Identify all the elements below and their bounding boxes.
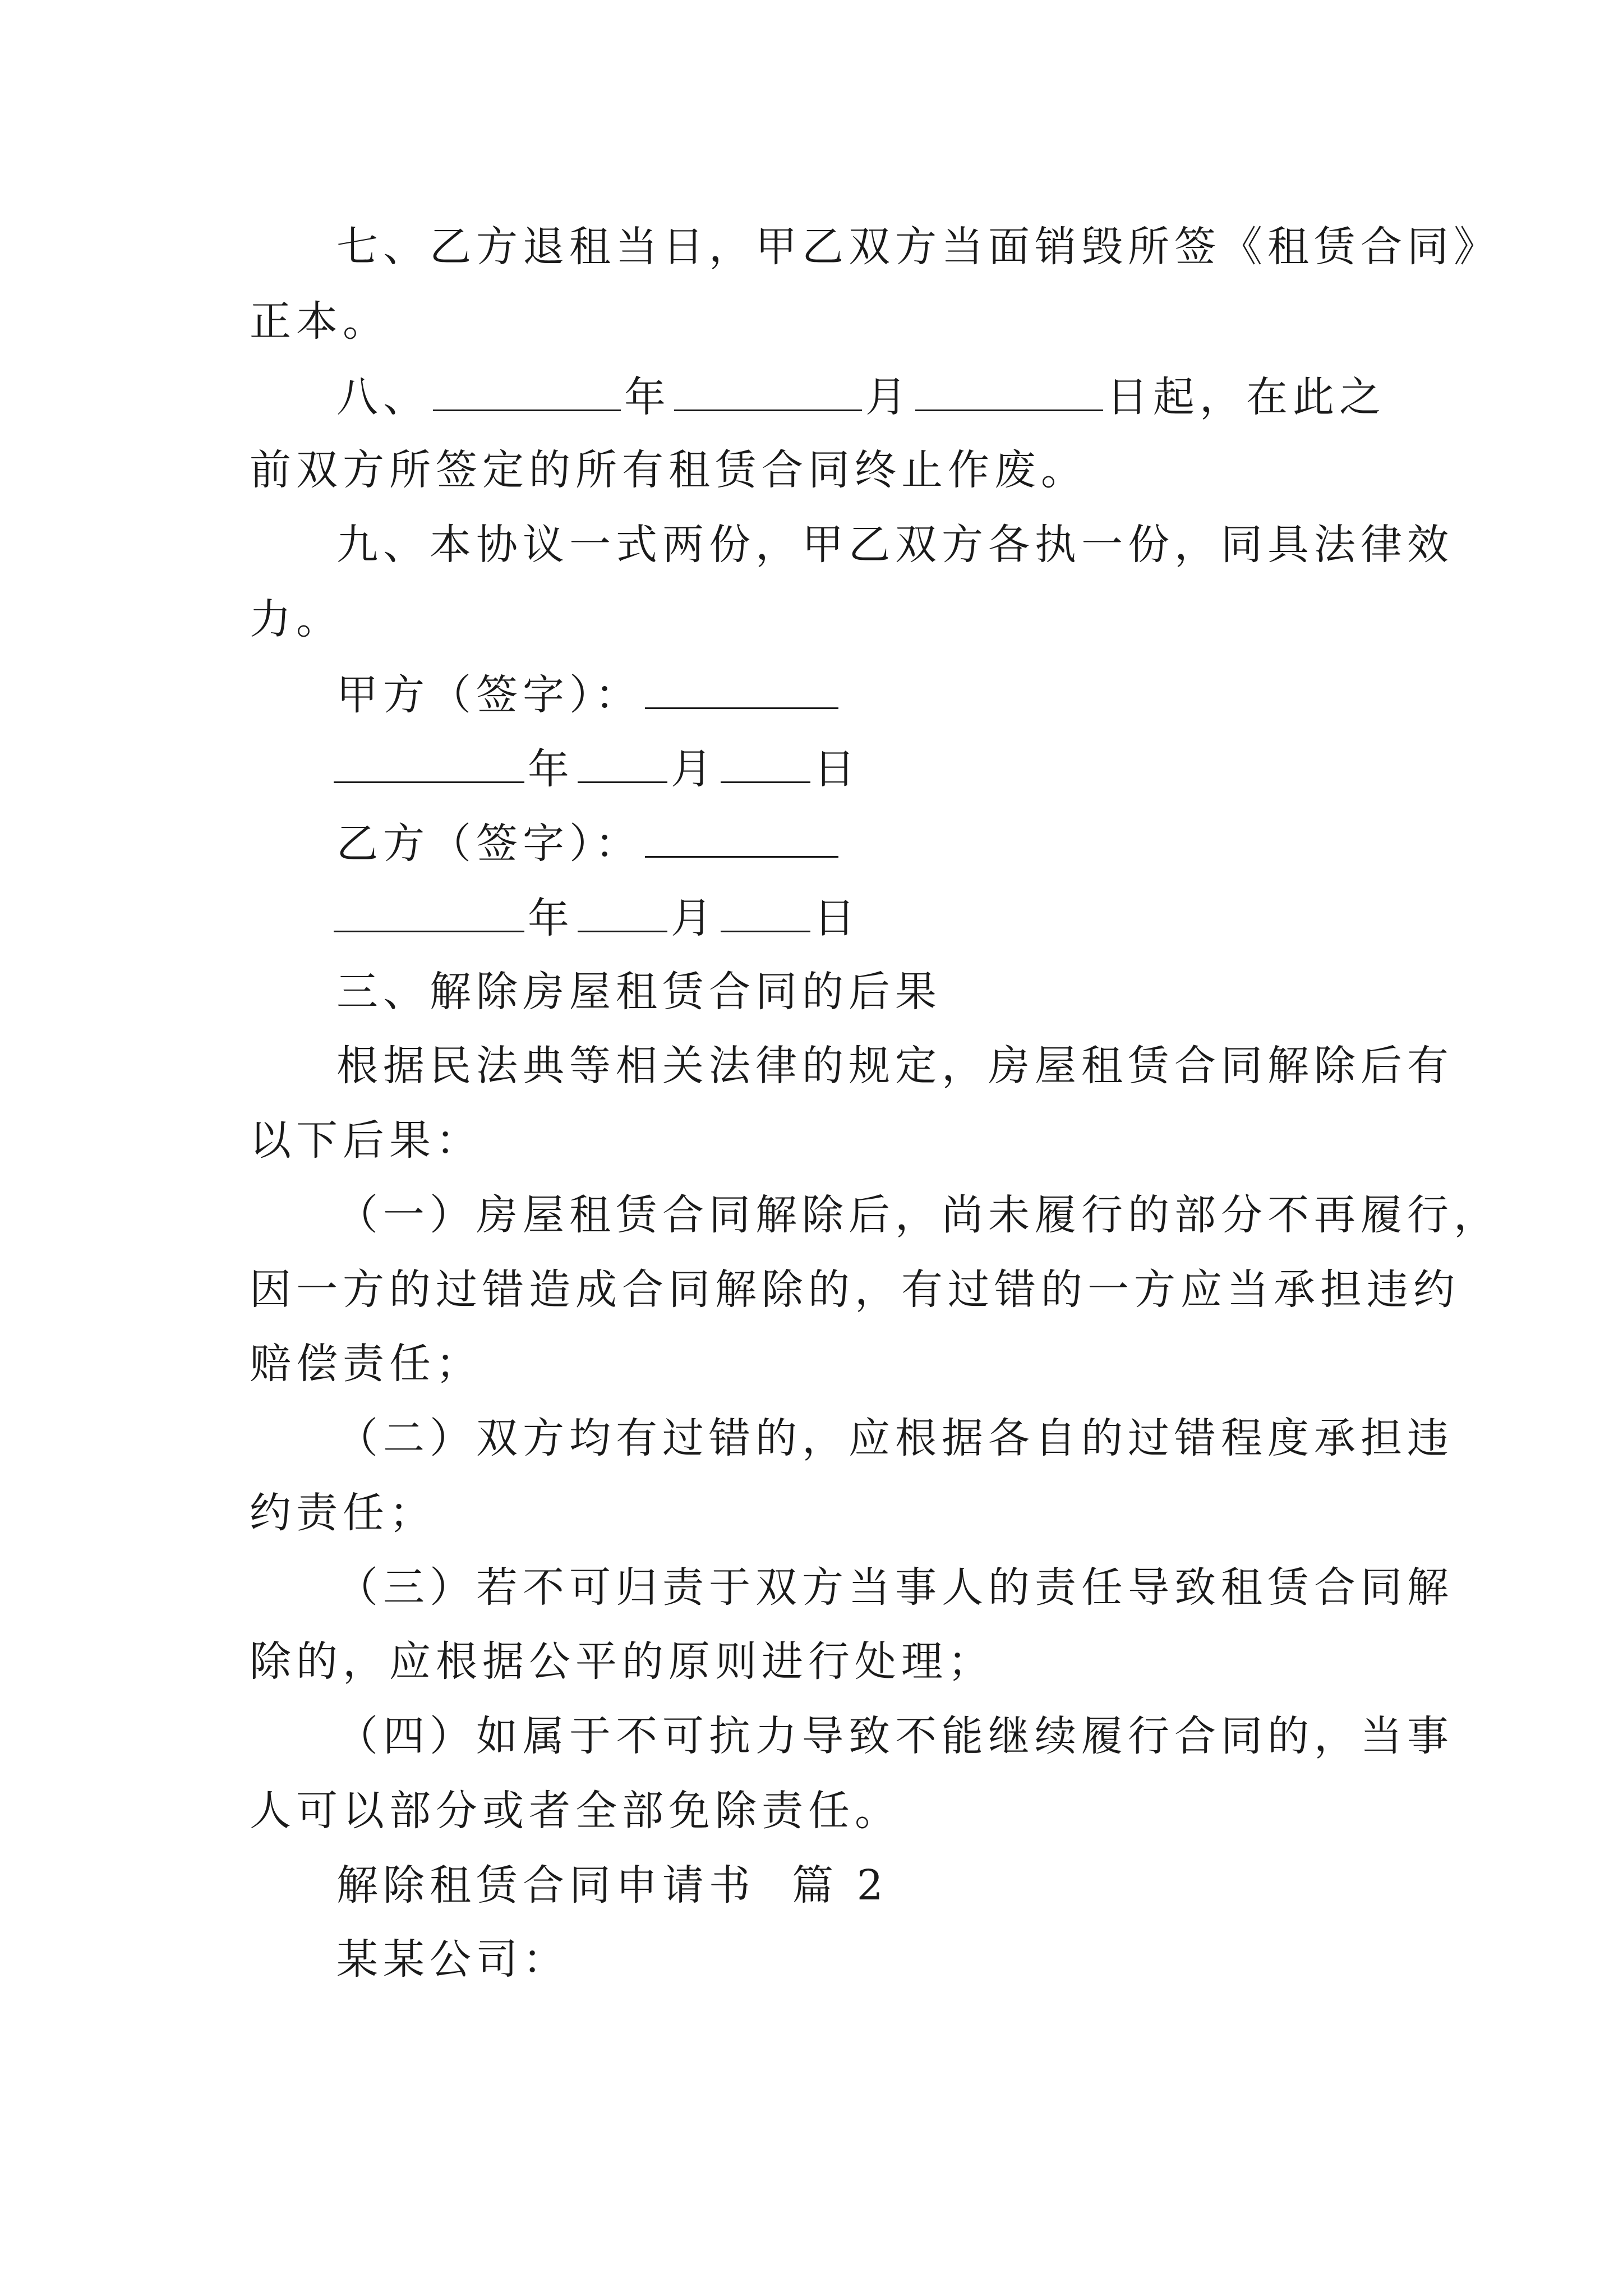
- clause-7-text-2: 正本。: [250, 297, 389, 346]
- consequence-4-line-2: [250, 1784, 901, 1838]
- consequence-2-text-1: （二）双方均有过错的，应根据各自的过错程度承担违: [336, 1414, 1454, 1462]
- party-a-signature-blank: [645, 667, 838, 709]
- party-a-signature: [336, 667, 842, 721]
- party-b-year-blank: [334, 890, 524, 932]
- clause-9-line-1: [336, 518, 1454, 572]
- clause-8-month-label: 月: [865, 373, 912, 421]
- consequence-1-text-1: （一）房屋租赁合同解除后，尚未履行的部分不再履行，: [336, 1191, 1500, 1239]
- clause-8-year-blank: [433, 369, 621, 411]
- party-b-label: 乙方（签字）：: [336, 820, 642, 868]
- consequence-4-text-1: （四）如属于不可抗力导致不能继续履行合同的，当事: [336, 1712, 1454, 1760]
- party-a-day-label: 日: [814, 745, 860, 793]
- party-a-year-label: 年: [528, 745, 574, 793]
- addressee-text: 某某公司：: [336, 1935, 569, 1984]
- consequence-1-line-1: [336, 1188, 1500, 1242]
- clause-8-day-label: 日起，在此之: [1106, 373, 1386, 421]
- clause-9-text-2: 力。: [250, 595, 343, 643]
- party-a-date: [334, 741, 860, 795]
- clause-8-month-blank: [674, 369, 862, 411]
- party-a-day-blank: [721, 741, 810, 783]
- consequence-4-line-1: [336, 1709, 1454, 1763]
- clause-8-day-blank: [915, 369, 1103, 411]
- consequence-2-line-2: [250, 1486, 436, 1540]
- intro-line-1: [336, 1039, 1454, 1093]
- intro-line-2: [250, 1114, 482, 1167]
- party-a-month-label: 月: [671, 745, 717, 793]
- clause-7-text-1: 七、乙方退租当日，甲乙双方当面销毁所签《租赁合同》: [336, 223, 1500, 271]
- party-b-month-label: 月: [671, 894, 717, 942]
- party-a-year-blank: [334, 741, 524, 783]
- consequence-1-text-2: 因一方的过错造成合同解除的，有过错的一方应当承担违约: [250, 1266, 1460, 1314]
- clause-9-line-2: [250, 592, 343, 646]
- party-b-day-blank: [721, 890, 810, 932]
- clause-8-line-1: [336, 369, 1386, 423]
- document-2-title: [336, 1858, 888, 1912]
- party-b-month-blank: [578, 890, 667, 932]
- section-3-heading-text: 三、解除房屋租赁合同的后果: [336, 968, 942, 1016]
- clause-9-text-1: 九、本协议一式两份，甲乙双方各执一份，同具法律效: [336, 521, 1454, 569]
- party-b-date: [334, 890, 860, 944]
- consequence-3-line-2: [250, 1635, 994, 1688]
- consequence-3-text-2: 除的，应根据公平的原则进行处理；: [250, 1637, 994, 1686]
- consequence-2-line-1: [336, 1411, 1454, 1465]
- addressee: [336, 1932, 569, 1986]
- clause-8-text-2: 前双方所签定的所有租赁合同终止作废。: [250, 446, 1087, 494]
- consequence-1-line-2: [250, 1263, 1460, 1317]
- party-b-signature: [336, 816, 842, 869]
- consequence-2-text-2: 约责任；: [250, 1489, 436, 1537]
- party-b-year-label: 年: [528, 894, 574, 942]
- clause-8-prefix: 八、: [336, 373, 430, 421]
- clause-7-line-2: [250, 295, 389, 348]
- party-a-month-blank: [578, 741, 667, 783]
- consequence-3-line-1: [336, 1561, 1454, 1614]
- clause-7-line-1: [336, 220, 1500, 274]
- party-a-label: 甲方（签字）：: [336, 671, 642, 719]
- party-b-day-label: 日: [814, 894, 860, 942]
- document-2-title-text: 解除租赁合同申请书 篇 2: [336, 1861, 888, 1910]
- section-3-heading: [336, 965, 942, 1019]
- consequence-4-text-2: 人可以部分或者全部免除责任。: [250, 1787, 901, 1835]
- party-b-signature-blank: [645, 816, 838, 858]
- consequence-1-text-3: 赔偿责任；: [250, 1340, 482, 1388]
- clause-8-line-2: [250, 443, 1087, 497]
- consequence-1-line-3: [250, 1337, 482, 1391]
- intro-text-2: 以下后果：: [250, 1116, 482, 1165]
- intro-text-1: 根据民法典等相关法律的规定，房屋租赁合同解除后有: [336, 1042, 1454, 1090]
- clause-8-year-label: 年: [624, 373, 671, 421]
- consequence-3-text-1: （三）若不可归责于双方当事人的责任导致租赁合同解: [336, 1563, 1454, 1612]
